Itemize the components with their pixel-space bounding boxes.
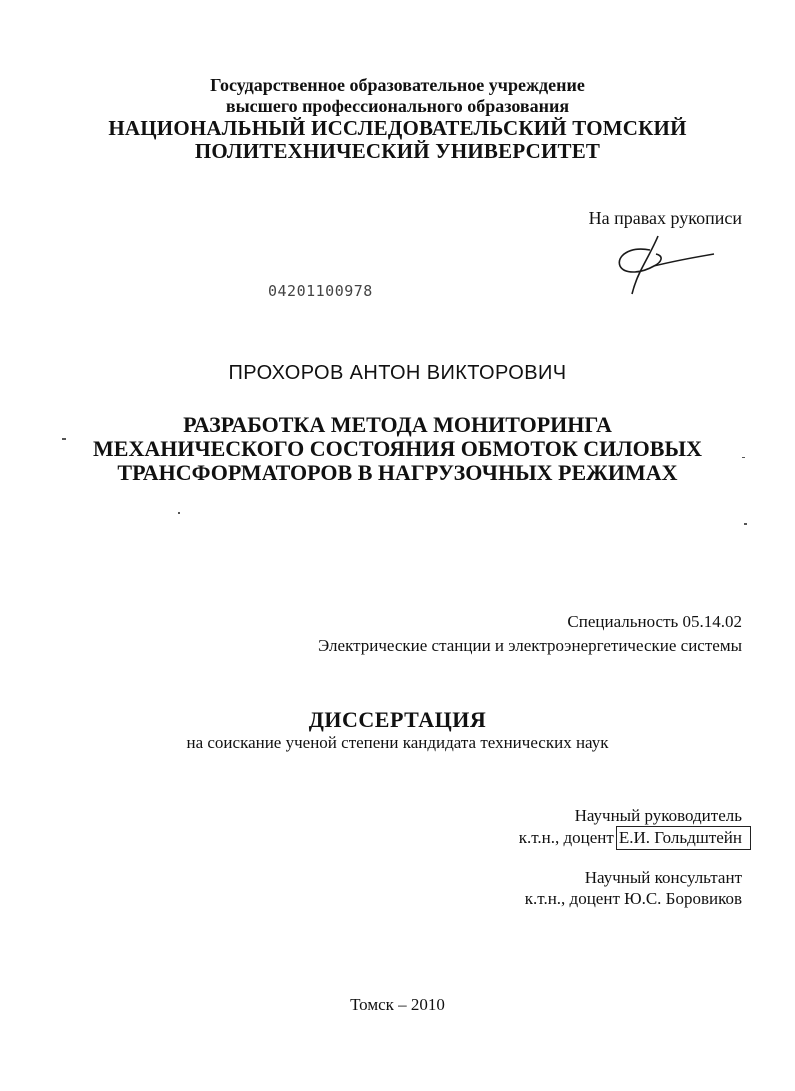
- city-year: Томск – 2010: [350, 995, 445, 1014]
- institution-line-2: высшего профессионального образования: [225, 96, 570, 116]
- inventory-number: 04201100978: [268, 282, 373, 300]
- scan-speck: [62, 438, 66, 440]
- specialty-name: Электрические станции и электроэнергетические системы: [318, 636, 742, 655]
- supervisor-credentials: к.т.н., доцент: [518, 828, 614, 847]
- scan-speck: [742, 457, 745, 458]
- document-type: ДИССЕРТАЦИЯ: [308, 707, 487, 732]
- thesis-title-line-3: ТРАНСФОРМАТОРОВ В НАГРУЗОЧНЫХ РЕЖИМАХ: [117, 460, 678, 485]
- scan-speck: [178, 512, 180, 514]
- university-name-line-2: ПОЛИТЕХНИЧЕСКИЙ УНИВЕРСИТЕТ: [194, 139, 601, 163]
- author-name: ПРОХОРОВ АНТОН ВИКТОРОВИЧ: [228, 362, 567, 384]
- consultant-line: к.т.н., доцент Ю.С. Боровиков: [524, 889, 742, 908]
- institution-line-1: Государственное образовательное учреждение: [210, 75, 585, 95]
- manuscript-note: На правах рукописи: [588, 208, 742, 228]
- university-name-line-1: НАЦИОНАЛЬНЫЙ ИССЛЕДОВАТЕЛЬСКИЙ ТОМСКИЙ: [108, 116, 687, 140]
- scan-speck: [744, 523, 747, 525]
- degree-line: на соискание ученой степени кандидата технических наук: [186, 733, 609, 752]
- supervisor-role: Научный руководитель: [574, 806, 742, 825]
- supervisor-name: Е.И. Гольдштейн: [616, 826, 751, 850]
- consultant-role: Научный консультант: [584, 868, 742, 887]
- thesis-title-line-1: РАЗРАБОТКА МЕТОДА МОНИТОРИНГА: [183, 412, 612, 437]
- supervisor-line: [519, 826, 751, 850]
- thesis-title-line-2: МЕХАНИЧЕСКОГО СОСТОЯНИЯ ОБМОТОК СИЛОВЫХ: [93, 436, 702, 461]
- specialty-code: Специальность 05.14.02: [567, 612, 742, 631]
- handwritten-signature: [610, 232, 720, 298]
